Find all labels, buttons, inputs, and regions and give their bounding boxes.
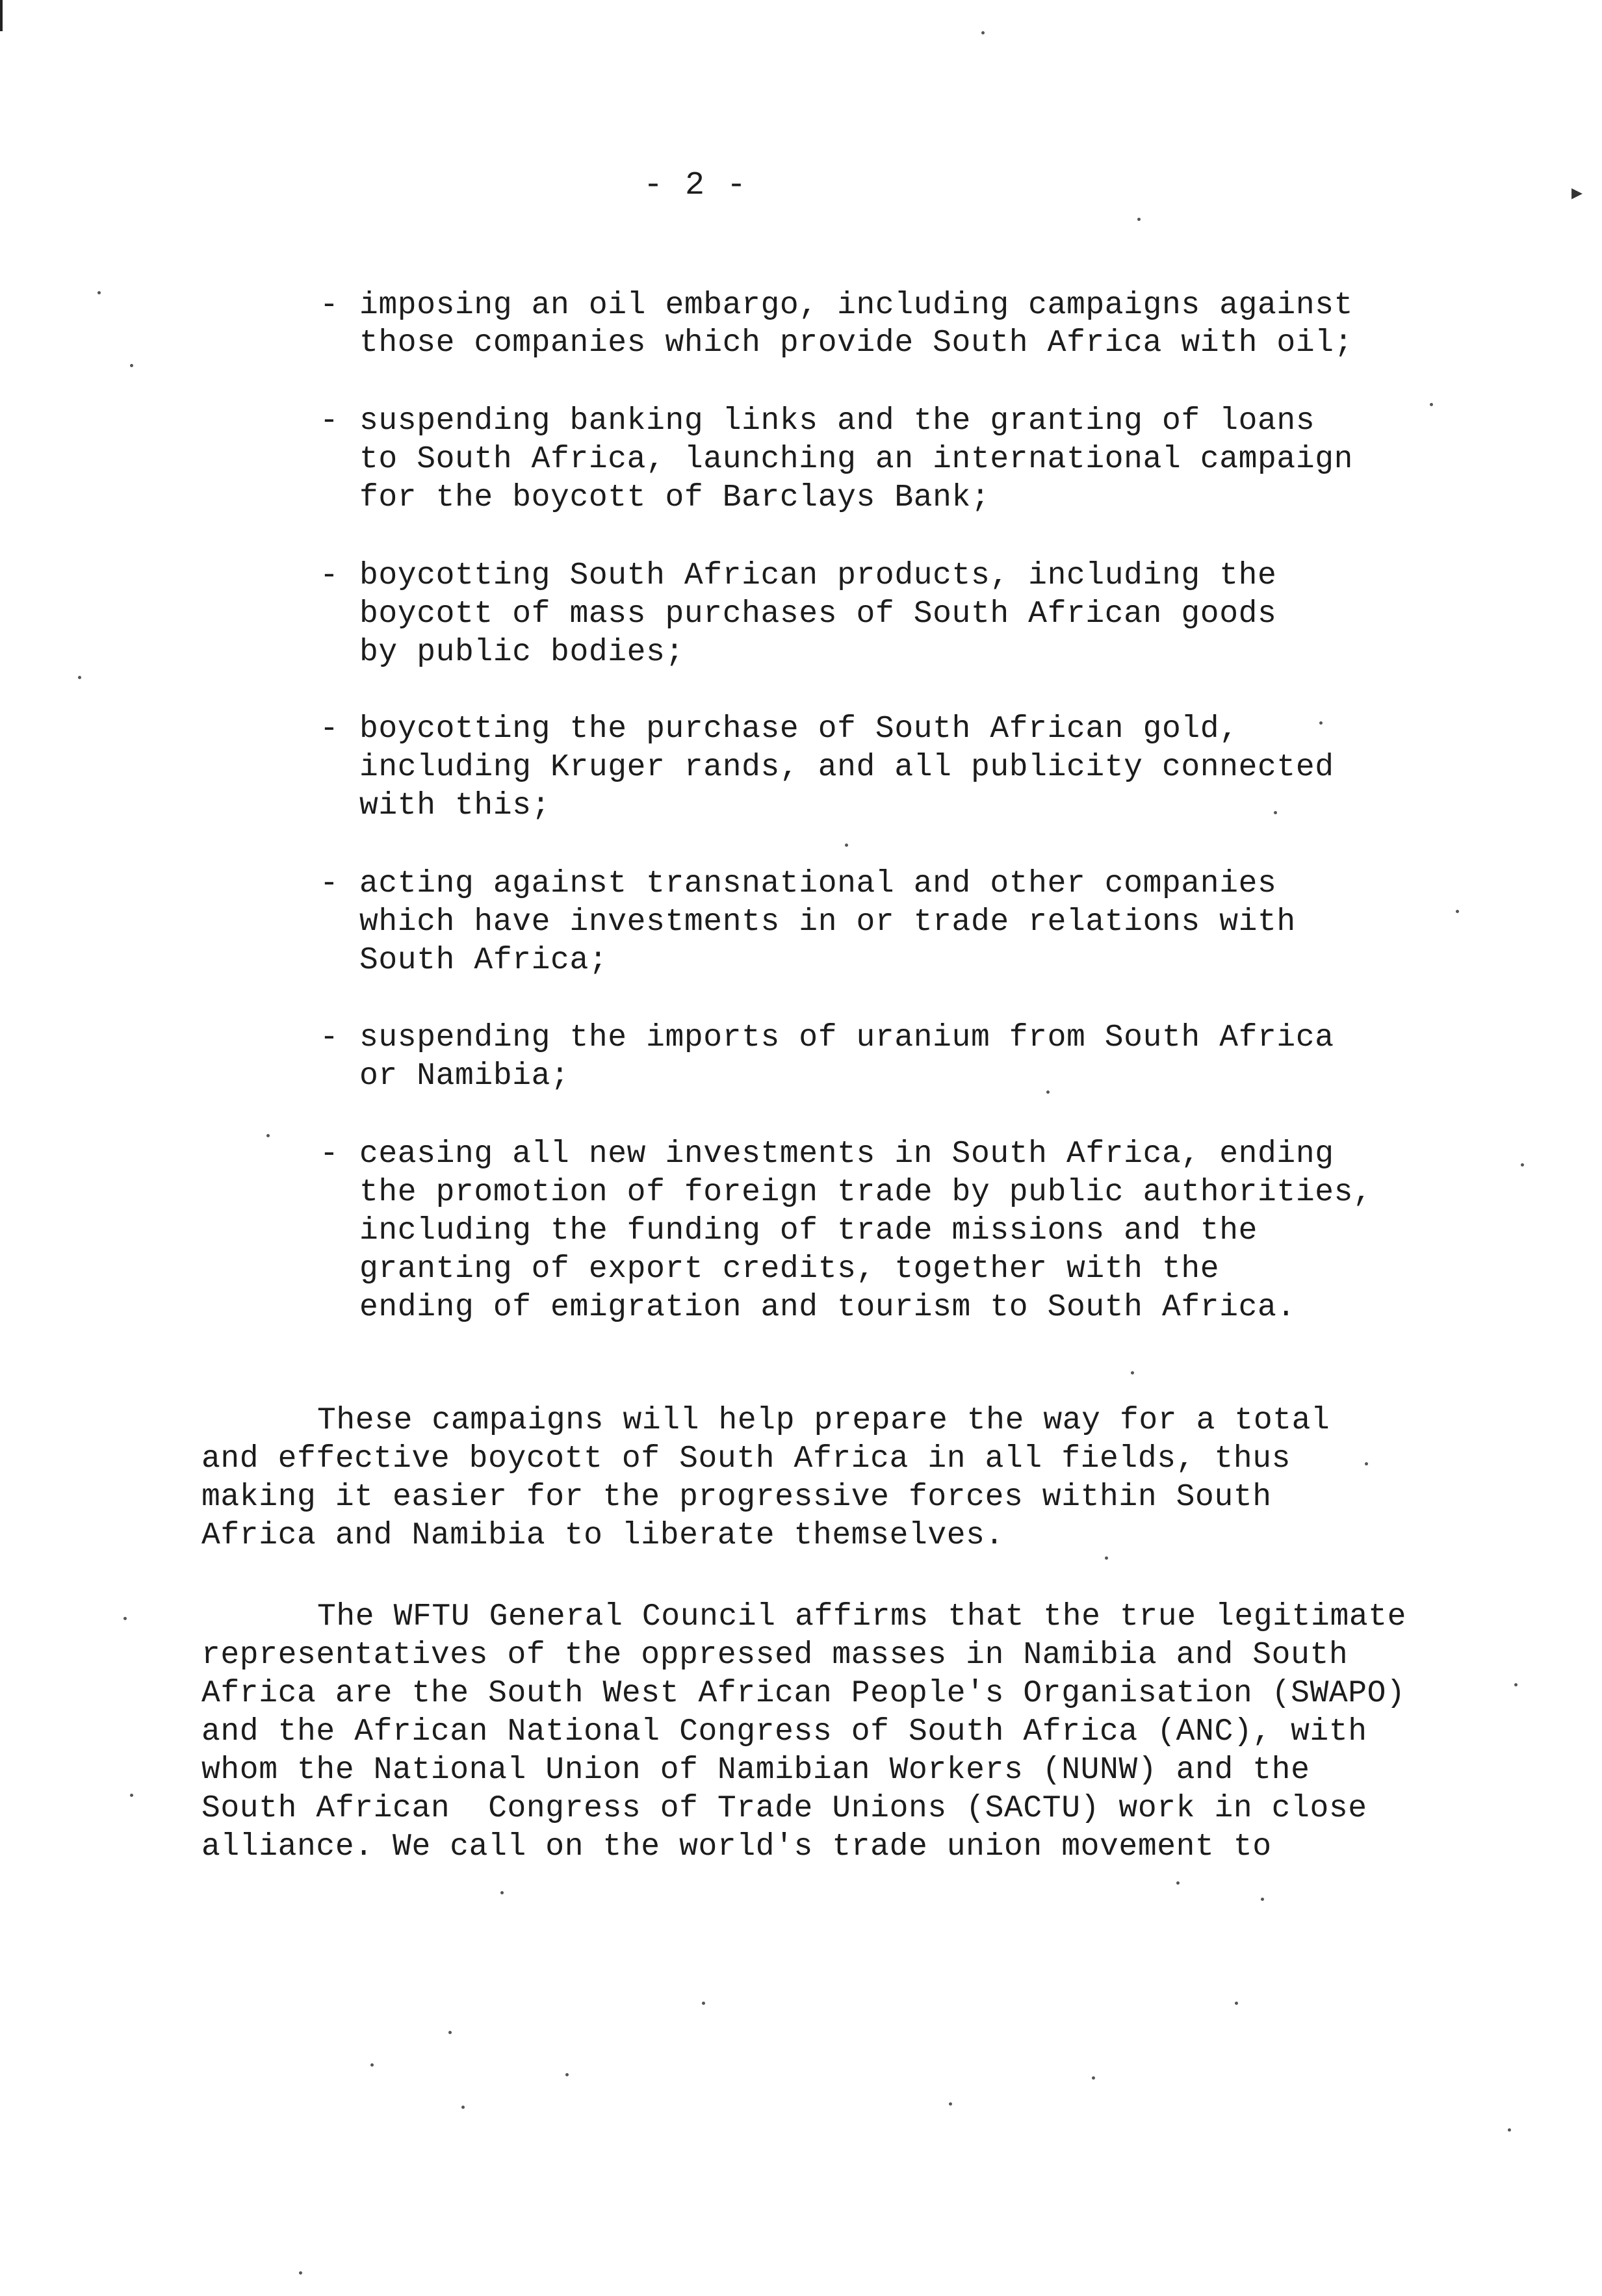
paragraph-line: representatives of the oppressed masses in Namibia and South — [201, 1638, 1349, 1673]
scan-speck — [1514, 1683, 1518, 1686]
bullet-line: including Kruger rands, and all publicity connected — [359, 750, 1334, 785]
scan-speck — [1092, 2076, 1095, 2080]
scan-speck — [78, 676, 81, 679]
paragraph-line: whom the National Union of Namibian Workers (NUNW) and the — [201, 1753, 1310, 1788]
scan-speck — [266, 1134, 270, 1137]
scan-speck — [845, 844, 848, 847]
bullet-line: boycotting South African products, including the — [359, 558, 1277, 593]
scan-speck — [461, 2106, 465, 2109]
scan-speck — [1274, 811, 1277, 814]
scan-speck — [949, 2102, 952, 2106]
paragraph-line: Africa are the South West African People's Organisation (SWAPO) — [201, 1676, 1406, 1711]
bullet-line: with this; — [359, 788, 551, 823]
bullet-line: suspending banking links and the granting of loans — [359, 404, 1315, 439]
scan-speck — [565, 2073, 569, 2076]
bullet-line: to South Africa, launching an international campaign — [359, 442, 1354, 477]
scan-speck — [702, 2002, 705, 2005]
scan-speck — [1261, 1898, 1264, 1901]
scan-speck — [1508, 2128, 1511, 2132]
bullet-line: acting against transnational and other companies — [359, 866, 1277, 901]
scan-speck — [500, 1891, 504, 1894]
bullet-line: suspending the imports of uranium from South Africa — [359, 1020, 1334, 1055]
bullet-dash: - — [320, 866, 339, 901]
scan-speck — [1430, 403, 1433, 406]
scan-speck — [130, 364, 133, 367]
paragraph-line: The WFTU General Council affirms that the true legitimate — [317, 1599, 1407, 1634]
scan-speck — [1456, 910, 1459, 913]
bullet-line: boycotting the purchase of South African gold, — [359, 712, 1239, 747]
bullet-line: South Africa; — [359, 943, 608, 978]
scan-speck — [299, 2271, 302, 2275]
bullet-dash: - — [320, 712, 339, 747]
scan-speck — [1137, 218, 1141, 221]
scan-speck — [1105, 1556, 1108, 1560]
scan-speck — [1365, 1462, 1368, 1465]
page-number: - 2 - — [643, 167, 748, 204]
paragraph-line: alliance. We call on the world's trade union movement to — [201, 1829, 1272, 1864]
scan-speck — [1235, 2002, 1238, 2005]
paragraph-line: and effective boycott of South Africa in all fields, thus — [201, 1441, 1291, 1477]
scan-speck — [123, 1617, 127, 1620]
bullet-dash: - — [320, 404, 339, 439]
scan-edge-mark — [0, 0, 3, 31]
paragraph-line: making it easier for the progressive forces within South — [201, 1480, 1272, 1515]
bullet-line: those companies which provide South Africa with oil; — [359, 326, 1354, 361]
paragraph-line: Africa and Namibia to liberate themselves. — [201, 1518, 1004, 1553]
paragraph-line: These campaigns will help prepare the way for a total — [317, 1403, 1330, 1438]
scan-speck — [1319, 721, 1323, 725]
scan-speck — [130, 1794, 133, 1797]
bullet-dash: - — [320, 288, 339, 323]
bullet-line: which have investments in or trade relations with — [359, 905, 1296, 940]
paragraph-line: South African Congress of Trade Unions (SACTU) work in close — [201, 1791, 1367, 1826]
scan-speck — [448, 2031, 452, 2034]
bullet-dash: - — [320, 558, 339, 593]
bullet-line: imposing an oil embargo, including campaigns against — [359, 288, 1354, 323]
bullet-line: including the funding of trade missions and the — [359, 1213, 1258, 1248]
bullet-line: ending of emigration and tourism to South Africa. — [359, 1290, 1296, 1325]
scan-speck — [1131, 1371, 1134, 1374]
bullet-line: by public bodies; — [359, 635, 684, 670]
scan-speck — [981, 31, 985, 34]
bullet-dash: - — [320, 1137, 339, 1172]
scan-speck — [1521, 1163, 1524, 1167]
paragraph-line: and the African National Congress of South Africa (ANC), with — [201, 1714, 1367, 1749]
bullet-line: granting of export credits, together with the — [359, 1252, 1220, 1287]
bullet-dash: - — [320, 1020, 339, 1055]
arrow-icon: ▸ — [1571, 179, 1583, 205]
scan-speck — [1176, 1881, 1180, 1885]
scan-speck — [1046, 1090, 1050, 1094]
scan-speck — [370, 2063, 374, 2067]
bullet-line: boycott of mass purchases of South African goods — [359, 597, 1277, 632]
bullet-line: or Namibia; — [359, 1059, 570, 1094]
scan-speck — [97, 291, 101, 294]
bullet-line: for the boycott of Barclays Bank; — [359, 480, 990, 515]
bullet-line: the promotion of foreign trade by public authorities, — [359, 1175, 1373, 1210]
bullet-line: ceasing all new investments in South Africa, ending — [359, 1137, 1334, 1172]
